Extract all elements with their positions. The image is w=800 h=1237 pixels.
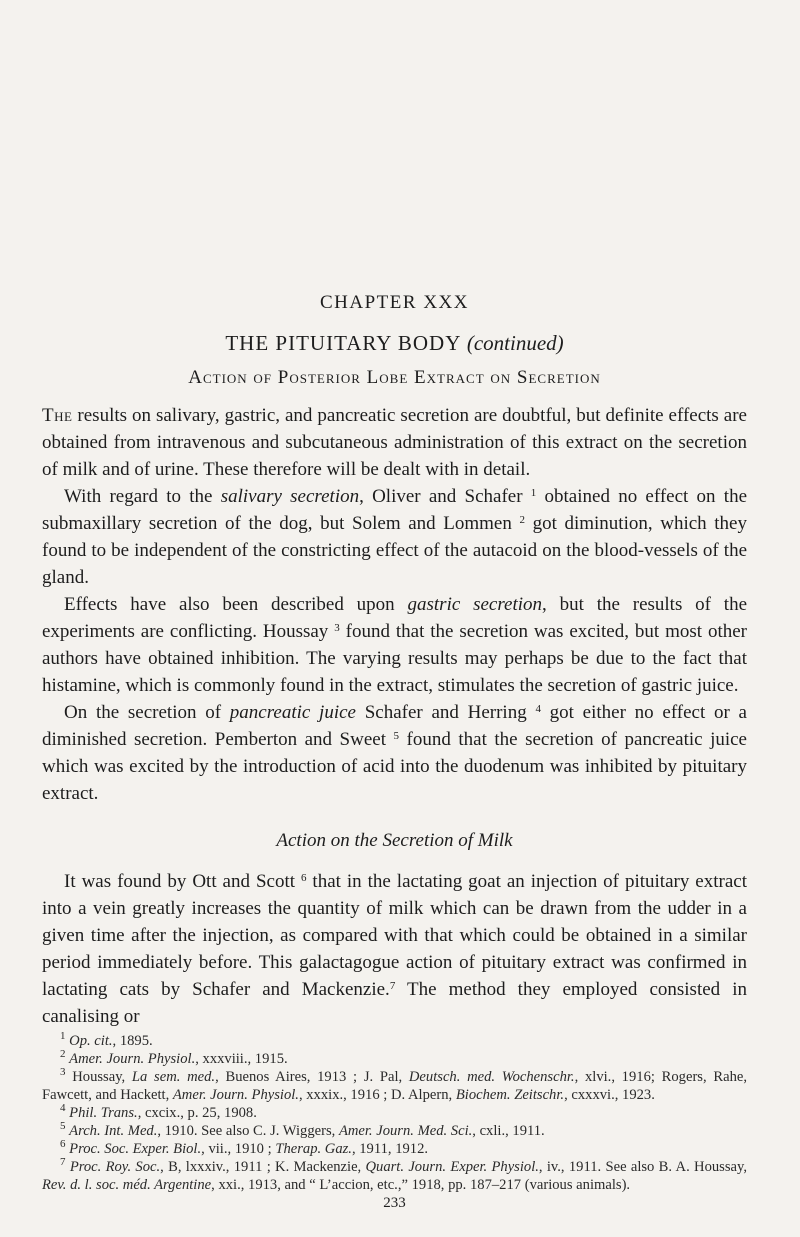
footnote-ref: 1: [530, 487, 537, 499]
text-run: results on salivary, gastric, and pancreatic secretion are doubtful, but definite effects are obtained from intravenous and subcutaneous administration of this extract on the secretion of milk and of urine. These therefore will be dealt with in detail.: [42, 405, 747, 480]
text-run: , 1895.: [112, 1033, 153, 1049]
text-run: 3: [60, 1066, 66, 1078]
subheading-milk: Action on the Secretion of Milk: [276, 830, 513, 851]
text-run: The method they employed consisted in canalising or: [42, 979, 747, 1027]
text-run: 5: [60, 1120, 66, 1132]
footnote-ref: 2: [519, 514, 525, 526]
footnote-ref: 3: [334, 622, 340, 634]
text-run: Biochem. Zeitschr.: [455, 1087, 565, 1103]
footnote-ref: 7: [389, 980, 396, 992]
text-run: 2: [60, 1048, 66, 1060]
text-run: obtained no effect on the submaxillary secretion of the dog, but Solem and Lommen: [42, 486, 748, 534]
text-run: found that the secretion of pancreatic juice which was excited by the introduction of acid into the duodenum was inhibited by pituitary extract.: [42, 729, 747, 804]
emphasis: gastric secretion: [407, 594, 543, 615]
chapter-title-main: THE PITUITARY BODY: [225, 331, 461, 355]
section-heading: Action of Posterior Lobe Extract on Secretion: [188, 367, 601, 388]
text-run: 6: [60, 1138, 66, 1150]
text-run: , vii., 1910 ;: [201, 1141, 276, 1157]
text-run: Phil. Trans.: [69, 1105, 138, 1121]
text-run: 7: [60, 1156, 66, 1168]
text-run: Proc. Roy. Soc.: [69, 1159, 161, 1175]
paragraph-pancreatic: [42, 699, 747, 807]
footnote-ref: 4: [535, 703, 541, 715]
footnote-ref: 6: [300, 872, 307, 884]
text-run: It was found by Ott and Scott: [64, 871, 301, 892]
paragraph-lead-word: The: [42, 405, 73, 426]
footnote-5: [42, 1122, 747, 1140]
text-run: On the secretion of: [64, 702, 230, 723]
footnote-1: [42, 1032, 747, 1050]
footnotes: [42, 1032, 747, 1194]
text-run: 4: [60, 1102, 66, 1114]
text-run: La sem. med.: [131, 1069, 216, 1085]
paragraph-milk: [42, 868, 747, 1030]
emphasis: salivary secretion: [220, 486, 360, 507]
page-number: 233: [383, 1195, 406, 1211]
paragraph-intro: [42, 402, 747, 483]
text-run: Schafer and Herring: [355, 702, 536, 723]
chapter-title: [42, 330, 747, 356]
text-run: found that the secretion was excited, but most other authors have obtained inhibition. The varying results may perhaps be due to the fact that histamine, which is commonly found in the extract, stimulates the secretion of gastric juice.: [42, 621, 747, 696]
text-run: Houssay,: [72, 1069, 132, 1085]
text-run: got either no effect or a diminished secretion. Pemberton and Sweet: [42, 702, 747, 750]
text-run: , 1910. See also C. J. Wiggers,: [157, 1123, 339, 1139]
footnote-2: [42, 1050, 747, 1068]
text-run: got diminution, which they found to be independent of the constricting effect of the autacoid on the blood-vessels of the gland.: [42, 513, 747, 588]
text-run: Quart. Journ. Exper. Physiol.: [365, 1159, 539, 1175]
footnote-6: [42, 1140, 747, 1158]
text-run: Amer. Journ. Physiol.: [69, 1051, 196, 1067]
footnote-7: [42, 1158, 747, 1194]
chapter-title-continued: (continued): [466, 331, 564, 355]
paragraph-salivary: [42, 483, 747, 591]
text-run: , Buenos Aires, 1913 ; J. Pal,: [215, 1069, 409, 1085]
text-run: Effects have also been described upon: [64, 594, 408, 615]
text-run: Deutsch. med. Wochenschr.: [408, 1069, 575, 1085]
text-run: Amer. Journ. Physiol.: [172, 1087, 299, 1103]
text-run: Op. cit.: [69, 1033, 113, 1049]
text-run: , but the results of the experiments are conflicting. Houssay: [42, 594, 748, 642]
text-run: , iv., 1911. See also B. A. Houssay,: [538, 1159, 747, 1175]
body-text: [42, 402, 747, 1030]
text-run: Arch. Int. Med.: [69, 1123, 158, 1139]
text-run: , xlvi., 1916; Rogers, Rahe, Fawcett, and Hackett,: [42, 1069, 747, 1103]
emphasis: pancreatic juice: [229, 702, 356, 723]
text-run: 1: [60, 1030, 66, 1042]
text-run: , B, lxxxiv., 1911 ; K. Mackenzie,: [160, 1159, 366, 1175]
text-run: that in the lactating goat an injection of pituitary extract into a vein greatly increases the quantity of milk which can be drawn from the udder in a given time after the injection, as compared with that which could be obtained in a similar period immediately before. This galactagogue action of pituitary extract was confirmed in lactating cats by Schafer and Mackenzie.: [42, 871, 747, 1000]
text-run: , cxcix., p. 25, 1908.: [137, 1105, 257, 1121]
text-run: , xxi., 1913, and “ L’accion, etc.,” 1918, pp. 187–217 (various animals).: [211, 1177, 631, 1193]
text-run: Therap. Gaz.: [275, 1141, 352, 1157]
chapter-number: CHAPTER XXX: [320, 292, 469, 313]
text-run: Proc. Soc. Exper. Biol.: [69, 1141, 202, 1157]
text-run: , cxli., 1911.: [472, 1123, 545, 1139]
text-run: , xxxix., 1916 ; D. Alpern,: [298, 1087, 456, 1103]
text-run: , Oliver and Schafer: [359, 486, 531, 507]
text-run: , 1911, 1912.: [351, 1141, 429, 1157]
paragraph-gastric: [42, 591, 747, 699]
text-run: , cxxxvi., 1923.: [564, 1087, 655, 1103]
text-run: With regard to the: [64, 486, 221, 507]
text-run: , xxxviii., 1915.: [195, 1051, 288, 1067]
footnote-3: [42, 1068, 747, 1104]
text-run: Rev. d. l. soc. méd. Argentine: [42, 1177, 212, 1193]
footnote-4: [42, 1104, 747, 1122]
text-run: Amer. Journ. Med. Sci.: [338, 1123, 473, 1139]
footnote-ref: 5: [393, 730, 400, 742]
